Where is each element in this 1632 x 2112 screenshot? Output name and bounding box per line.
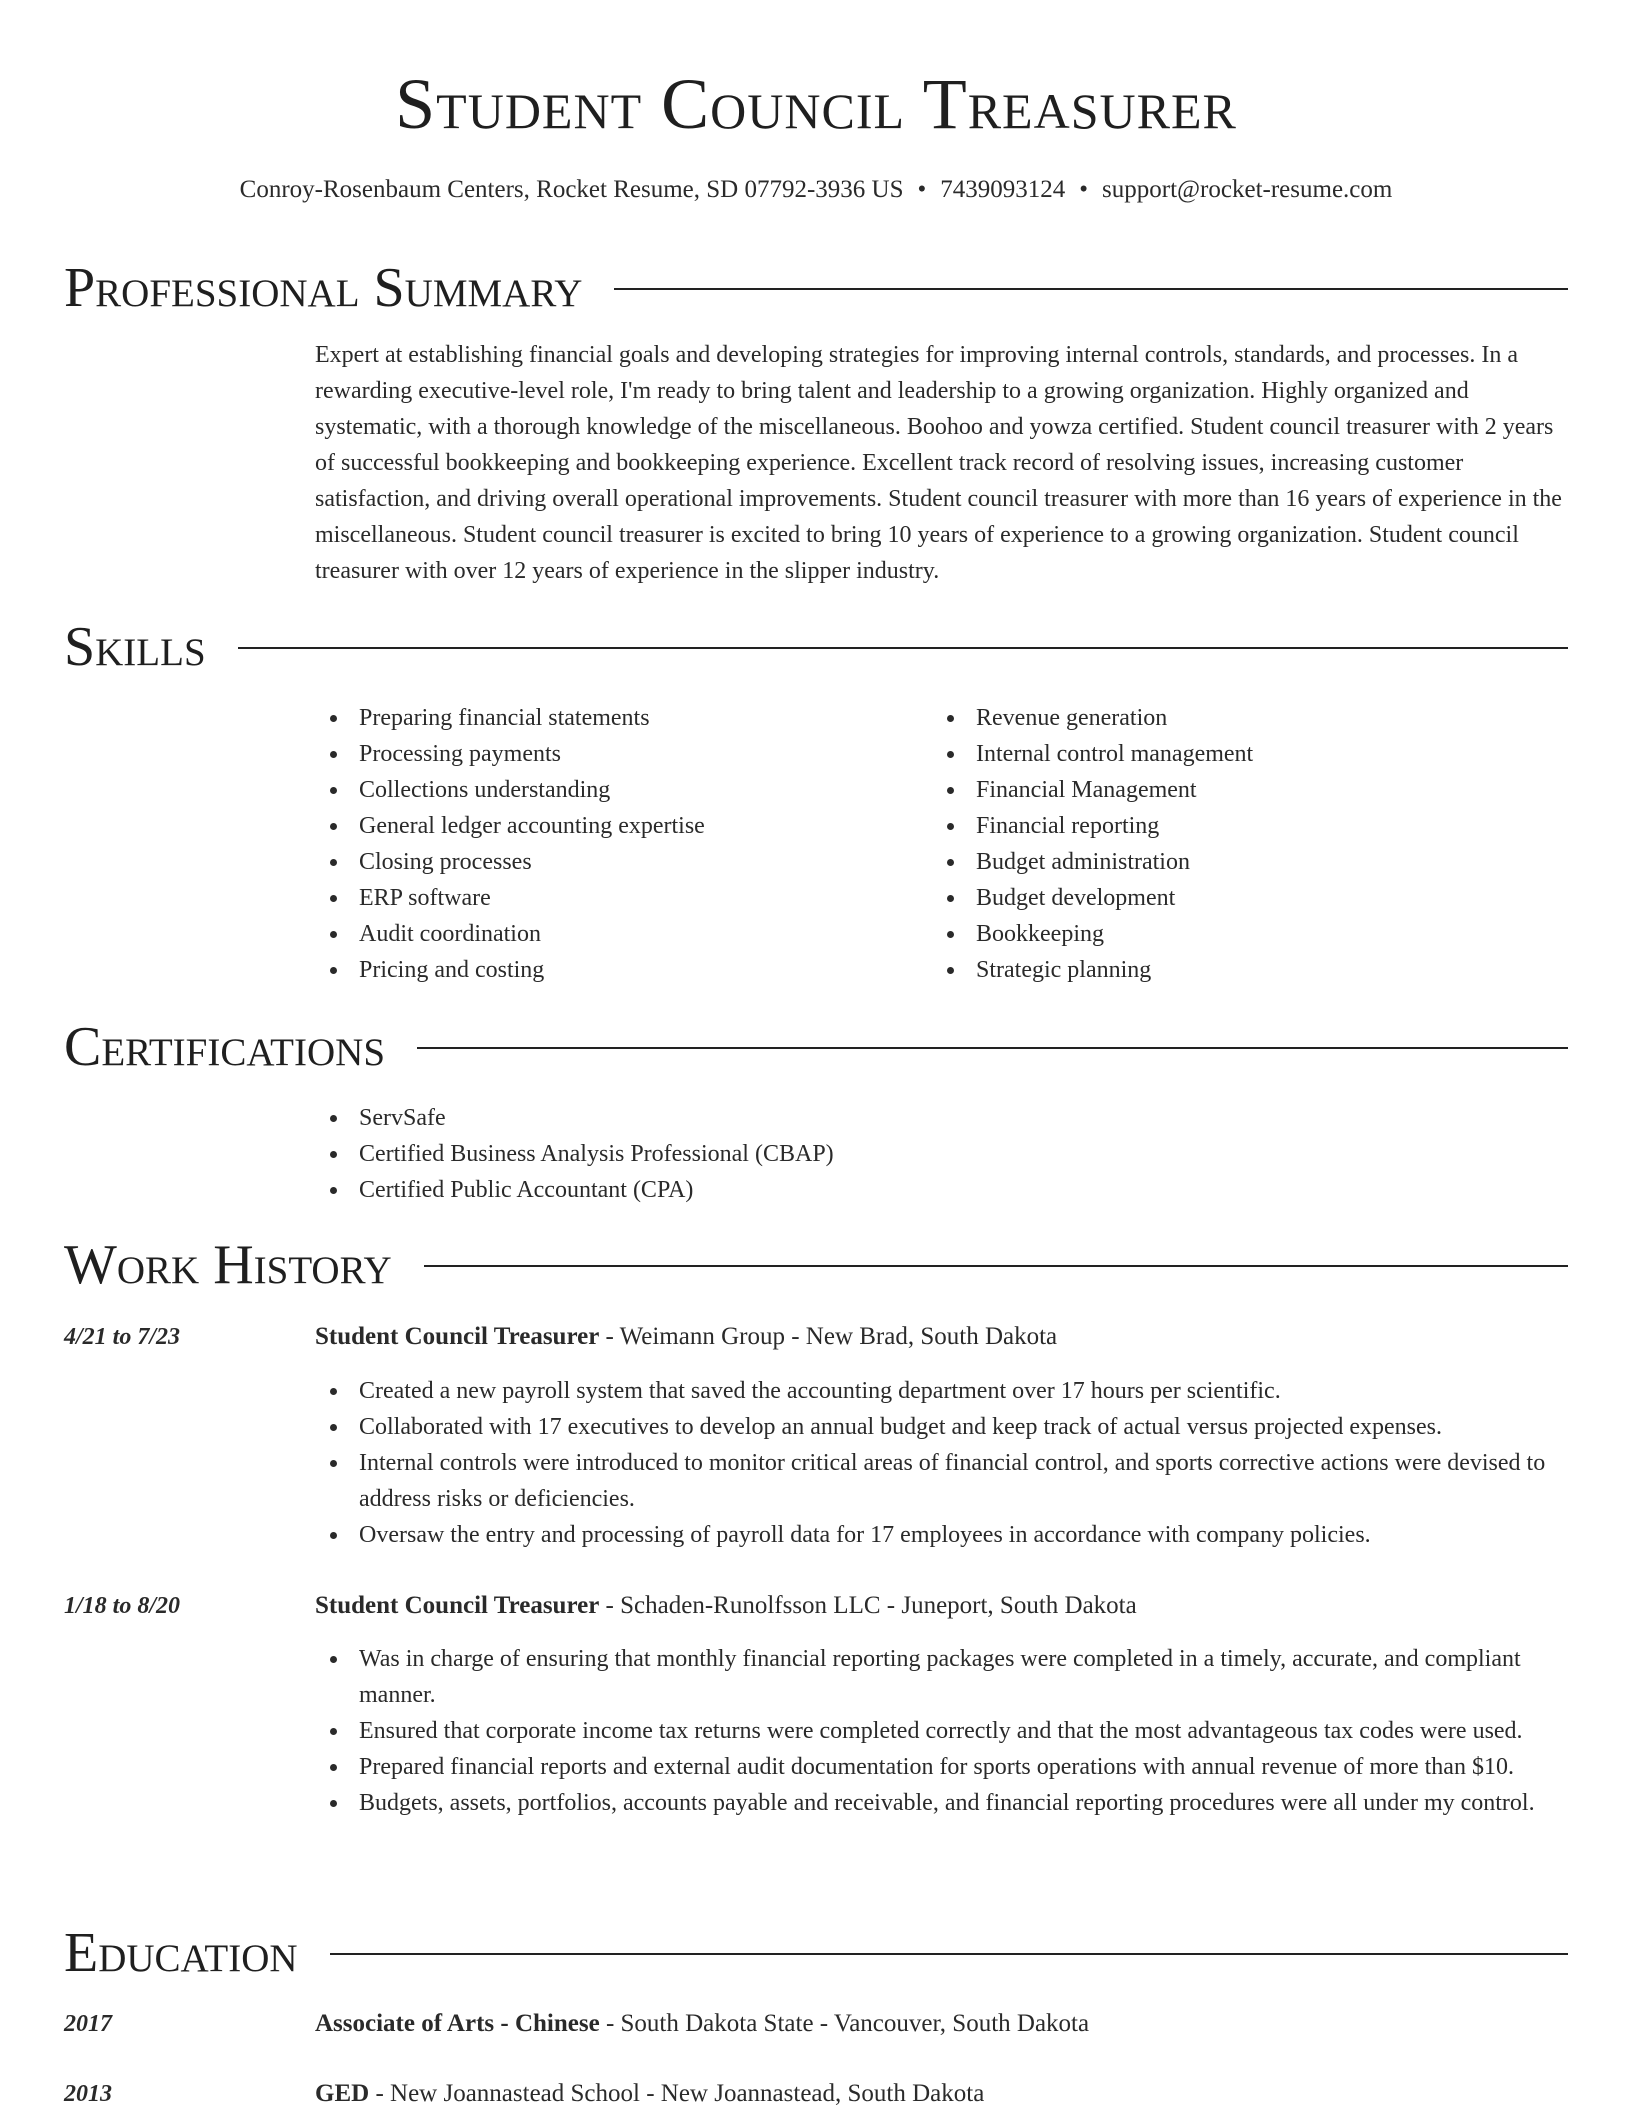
skill-item: Bookkeeping [932,916,1552,952]
section-heading: Skills [64,616,206,678]
job-duty: Created a new payroll system that saved the accounting department over 17 hours per scientific. [315,1373,1568,1409]
skill-item: ERP software [315,880,915,916]
education-entry [315,2006,1568,2042]
certifications-section-header [64,1017,1568,1077]
contact-separator: • [1079,176,1089,203]
skills-list-left [315,700,915,988]
job-duty: Budgets, assets, portfolios, accounts payable and receivable, and financial reporting procedures were all under my control. [315,1785,1568,1821]
skill-item: Budget administration [932,844,1552,880]
contact-phone: 7439093124 [940,176,1066,203]
job-duties-list [315,1641,1568,1821]
section-heading: Work History [64,1234,392,1296]
job-title-line [315,1319,1568,1355]
job-title-line [315,1588,1568,1624]
education-degree: Associate of Arts - Chinese [315,2010,600,2037]
section-heading: Professional Summary [64,257,583,319]
skill-item: Preparing financial statements [315,700,915,736]
skill-item: Internal control management [932,736,1552,772]
job-title: Student Council Treasurer [315,1592,600,1619]
job-duties-list [315,1373,1568,1553]
job-dates: 4/21 to 7/23 [64,1324,181,1350]
skill-item: Closing processes [315,844,915,880]
summary-text: Expert at establishing financial goals and developing strategies for improving internal controls, standards, and processes. In a rewarding executive-level role, I'm ready to bring talent and leadership to a growing organization. Highly organized and systematic, with a thorough knowledge of the miscellaneous. Boohoo and yowza certified. Student council treasurer with 2 years of successful bookkeeping and bookkeeping experience. Excellent track record of resolving issues, increasing customer satisfaction, and driving overall operational improvements. Student council treasurer with more than 16 years of experience in the miscellaneous. Student council treasurer is excited to bring 10 years of experience to a growing organization. Student council treasurer with over 12 years of experience in the slipper industry. [315,342,1562,584]
skills-list-right [932,700,1552,988]
section-divider [330,1953,1568,1955]
skill-item: Financial Management [932,772,1552,808]
summary-section-header [64,258,1568,318]
education-year: 2013 [64,2081,112,2107]
work-history-section-header [64,1235,1568,1295]
education-entry [315,2076,1568,2112]
section-divider [424,1265,1568,1267]
skill-item: Revenue generation [932,700,1552,736]
contact-separator: • [917,176,927,203]
job-title: Student Council Treasurer [315,1323,600,1350]
education-school: - South Dakota State - Vancouver, South Dakota [599,2010,1090,2037]
section-heading: Education [64,1922,298,1984]
resume-name: Student Council Treasurer [395,64,1237,144]
education-school: - New Joannastead School - New Joannastead, South Dakota [369,2080,985,2107]
skill-item: Budget development [932,880,1552,916]
certifications-list [315,1100,1568,1208]
job-employer: - Schaden-Runolfsson LLC - Juneport, South Dakota [599,1592,1137,1619]
contact-email: support@rocket-resume.com [1102,176,1393,203]
contact-address: Conroy-Rosenbaum Centers, Rocket Resume, SD 07792-3936 US [239,176,904,203]
certification-item: Certified Public Accountant (CPA) [315,1172,1568,1208]
education-year: 2017 [64,2011,112,2037]
skill-item: Audit coordination [315,916,915,952]
skills-section-header [64,617,1568,677]
section-divider [238,647,1568,649]
job-duty: Oversaw the entry and processing of payroll data for 17 employees in accordance with company policies. [315,1517,1568,1553]
skill-item: Processing payments [315,736,915,772]
certification-item: ServSafe [315,1100,1568,1136]
skill-item: Strategic planning [932,952,1552,988]
skill-item: Collections understanding [315,772,915,808]
skill-item: Pricing and costing [315,952,915,988]
skill-item: Financial reporting [932,808,1552,844]
skill-item: General ledger accounting expertise [315,808,915,844]
education-degree: GED [315,2080,370,2107]
job-duty: Ensured that corporate income tax returns were completed correctly and that the most advantageous tax codes were used. [315,1713,1568,1749]
job-duty: Was in charge of ensuring that monthly financial reporting packages were completed in a timely, accurate, and compliant manner. [315,1641,1568,1713]
section-heading: Certifications [64,1016,386,1078]
certification-item: Certified Business Analysis Professional (CBAP) [315,1136,1568,1172]
section-divider [614,288,1568,290]
job-duty: Collaborated with 17 executives to develop an annual budget and keep track of actual versus projected expenses. [315,1409,1568,1445]
contact-line [0,172,1632,208]
job-duty: Internal controls were introduced to monitor critical areas of financial control, and sports corrective actions were devised to address risks or deficiencies. [315,1445,1568,1517]
job-duty: Prepared financial reports and external audit documentation for sports operations with annual revenue of more than $10. [315,1749,1568,1785]
job-dates: 1/18 to 8/20 [64,1593,181,1619]
section-divider [417,1047,1568,1049]
education-section-header [64,1923,1568,1983]
job-employer: - Weimann Group - New Brad, South Dakota [599,1323,1058,1350]
